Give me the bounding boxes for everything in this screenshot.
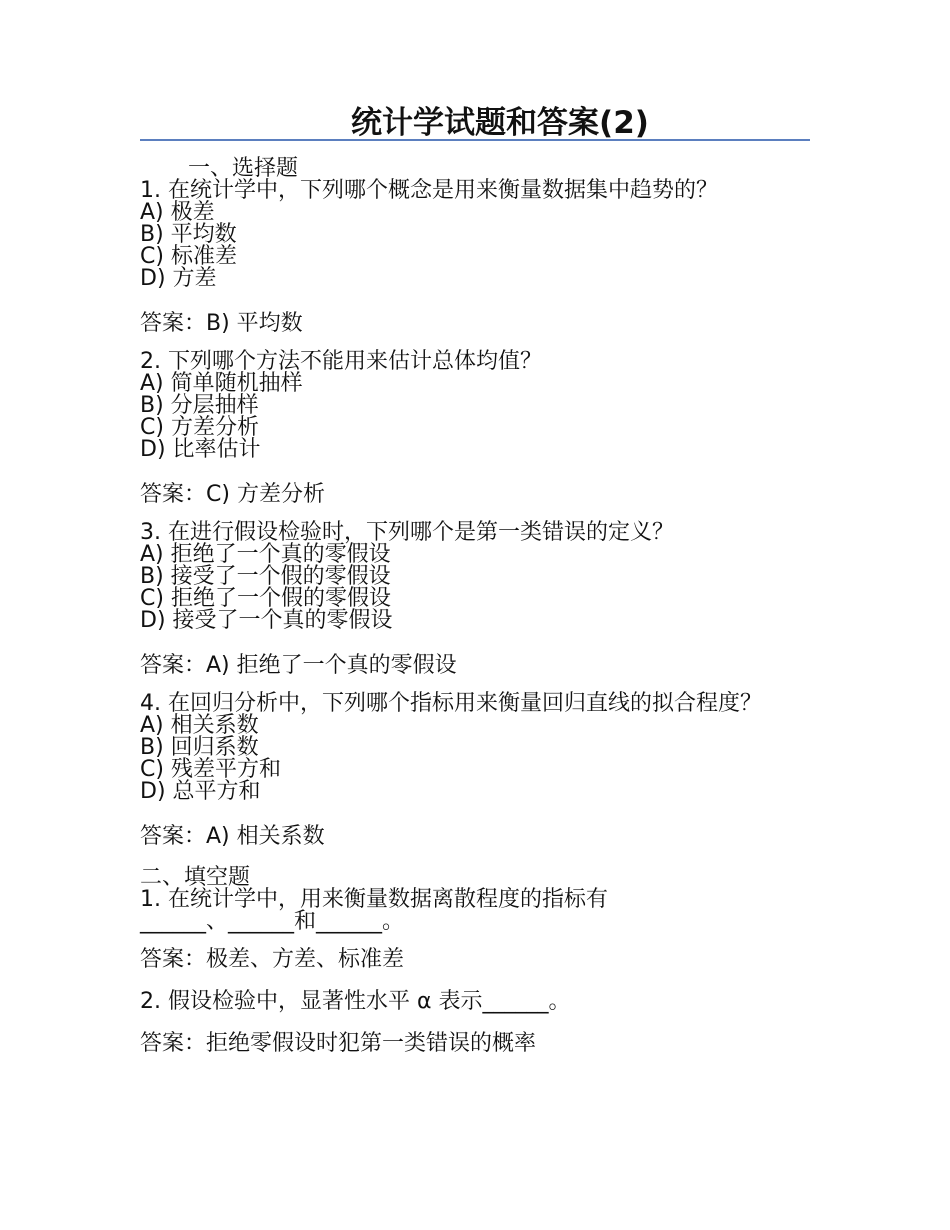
title-underline xyxy=(140,139,810,141)
question-text: 3. 在进行假设检验时，下列哪个是第一类错误的定义？ xyxy=(140,520,674,545)
option: D) 总平方和 xyxy=(140,779,261,804)
document-body xyxy=(140,158,810,1059)
option: C) 标准差 xyxy=(140,244,237,269)
answer-text: 答案：拒绝零假设时犯第一类错误的概率 xyxy=(140,1031,537,1056)
question-item xyxy=(140,522,810,632)
option: A) 简单随机抽样 xyxy=(140,371,303,396)
question-text: 2. 下列哪个方法不能用来估计总体均值？ xyxy=(140,349,542,374)
question-text: 2. 假设检验中，显著性水平 α 表示______。 xyxy=(140,989,571,1014)
option: A) 拒绝了一个真的零假设 xyxy=(140,542,391,567)
option: B) 平均数 xyxy=(140,222,237,247)
option: D) 接受了一个真的零假设 xyxy=(140,608,393,633)
section-heading-fill: 二、填空题 xyxy=(140,865,251,890)
question-text: 4. 在回归分析中，下列哪个指标用来衡量回归直线的拟合程度？ xyxy=(140,691,762,716)
question-item xyxy=(140,889,810,933)
section-heading-choice: 一、选择题 xyxy=(188,156,299,181)
option: A) 极差 xyxy=(140,200,215,225)
answer-text: 答案：C) 方差分析 xyxy=(140,482,325,507)
option: C) 方差分析 xyxy=(140,415,259,440)
question-text: 1. 在统计学中，用来衡量数据离散程度的指标有______、______和______。 xyxy=(140,887,608,934)
option: D) 方差 xyxy=(140,266,217,291)
option: C) 拒绝了一个假的零假设 xyxy=(140,586,391,611)
option: C) 残差平方和 xyxy=(140,757,281,782)
answer-text: 答案：A) 相关系数 xyxy=(140,824,325,849)
question-item xyxy=(140,693,810,803)
question-item xyxy=(140,351,810,461)
option: B) 回归系数 xyxy=(140,735,259,760)
option: B) 接受了一个假的零假设 xyxy=(140,564,391,589)
answer-text: 答案：B) 平均数 xyxy=(140,311,303,336)
option: D) 比率估计 xyxy=(140,437,261,462)
option: A) 相关系数 xyxy=(140,713,259,738)
question-item xyxy=(140,180,810,290)
page-title: 统计学试题和答案(2) xyxy=(351,105,649,141)
answer-text: 答案：极差、方差、标准差 xyxy=(140,947,405,972)
answer-text: 答案：A) 拒绝了一个真的零假设 xyxy=(140,653,457,678)
option: B) 分层抽样 xyxy=(140,393,259,418)
question-text: 1. 在统计学中，下列哪个概念是用来衡量数据集中趋势的？ xyxy=(140,178,718,203)
